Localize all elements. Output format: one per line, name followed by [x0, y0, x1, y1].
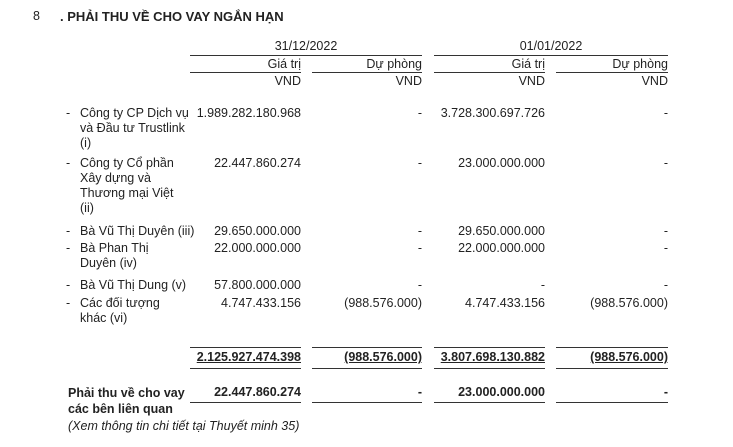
row-value-cell: 29.650.000.000	[214, 224, 301, 238]
period-underline-1	[190, 55, 422, 56]
row-value-cell: 29.650.000.000	[458, 224, 545, 238]
period-header-2022-end: 31/12/2022	[274, 39, 338, 53]
unit-label-4: VND	[641, 74, 668, 88]
unit-label-3: VND	[518, 74, 545, 88]
total-underline-1	[190, 368, 301, 369]
total-underline-4	[556, 368, 668, 369]
row-value-cell: 3.728.300.697.726	[440, 106, 545, 120]
row-value-cell: -	[417, 241, 422, 255]
header-underline-1	[190, 72, 301, 73]
total-value-cell: (988.576.000)	[344, 350, 422, 364]
period-underline-2	[434, 55, 668, 56]
row-label: Công ty Cổ phần Xây dựng và Thương mại Việt (ii)	[80, 156, 174, 215]
row-bullet: -	[66, 296, 71, 310]
row-value-cell: 4.747.433.156	[465, 296, 545, 310]
related-underline-1	[190, 402, 301, 403]
section-title: . PHẢI THU VỀ CHO VAY NGẮN HẠN	[60, 9, 284, 24]
row-value-cell: 22.000.000.000	[214, 241, 301, 255]
related-value-cell: 22.447.860.274	[214, 385, 301, 399]
col-header-provision-1: Dự phòng	[366, 57, 422, 71]
row-value-cell: -	[417, 278, 422, 292]
total-value-cell: (988.576.000)	[590, 350, 668, 364]
related-parties-label: Phải thu về cho vay các bên liên quan	[68, 386, 185, 416]
header-underline-4	[556, 72, 668, 73]
related-value-cell: -	[417, 385, 422, 399]
header-underline-3	[434, 72, 545, 73]
row-value-cell: 1.989.282.180.968	[196, 106, 301, 120]
related-underline-4	[556, 402, 668, 403]
row-value-cell: -	[663, 106, 668, 120]
total-topline-3	[434, 347, 545, 348]
row-value-cell: -	[417, 106, 422, 120]
total-underline-2	[312, 368, 422, 369]
row-bullet: -	[66, 241, 71, 255]
col-header-value-2: Giá trị	[511, 57, 545, 71]
row-value-cell: -	[663, 278, 668, 292]
row-value-cell: -	[663, 241, 668, 255]
row-label: Bà Phan Thị Duyên (iv)	[80, 241, 149, 270]
row-value-cell: 4.747.433.156	[221, 296, 301, 310]
row-bullet: -	[66, 106, 71, 120]
period-header-2022-start: 01/01/2022	[519, 39, 583, 53]
total-topline-2	[312, 347, 422, 348]
unit-label-1: VND	[274, 74, 301, 88]
row-value-cell: (988.576.000)	[344, 296, 422, 310]
row-value-cell: 22.000.000.000	[458, 241, 545, 255]
total-topline-1	[190, 347, 301, 348]
unit-label-2: VND	[395, 74, 422, 88]
row-value-cell: -	[663, 156, 668, 170]
row-bullet: -	[66, 224, 71, 238]
header-underline-2	[312, 72, 422, 73]
row-value-cell: -	[417, 156, 422, 170]
row-value-cell: -	[663, 224, 668, 238]
row-label: Công ty CP Dịch vụ và Đầu tư Trustlink (i)	[80, 106, 189, 150]
row-bullet: -	[66, 278, 71, 292]
row-value-cell: (988.576.000)	[590, 296, 668, 310]
row-value-cell: 23.000.000.000	[458, 156, 545, 170]
col-header-provision-2: Dự phòng	[612, 57, 668, 71]
related-value-cell: -	[663, 385, 668, 399]
row-value-cell: -	[417, 224, 422, 238]
footnote: (Xem thông tin chi tiết tại Thuyết minh 35)	[68, 419, 300, 433]
total-underline-3	[434, 368, 545, 369]
related-value-cell: 23.000.000.000	[458, 385, 545, 399]
row-value-cell: 57.800.000.000	[214, 278, 301, 292]
total-value-cell: 2.125.927.474.398	[196, 350, 301, 364]
related-underline-2	[312, 402, 422, 403]
row-label: Bà Vũ Thị Dung (v)	[80, 278, 187, 292]
row-value-cell: -	[540, 278, 545, 292]
total-value-cell: 3.807.698.130.882	[440, 350, 545, 364]
row-label: Các đối tượng khác (vi)	[80, 296, 160, 325]
row-value-cell: 22.447.860.274	[214, 156, 301, 170]
section-number: 8	[33, 9, 40, 23]
total-topline-4	[556, 347, 668, 348]
col-header-value-1: Giá trị	[267, 57, 301, 71]
row-bullet: -	[66, 156, 71, 170]
related-underline-3	[434, 402, 545, 403]
row-label: Bà Vũ Thị Duyên (iii)	[80, 224, 195, 238]
